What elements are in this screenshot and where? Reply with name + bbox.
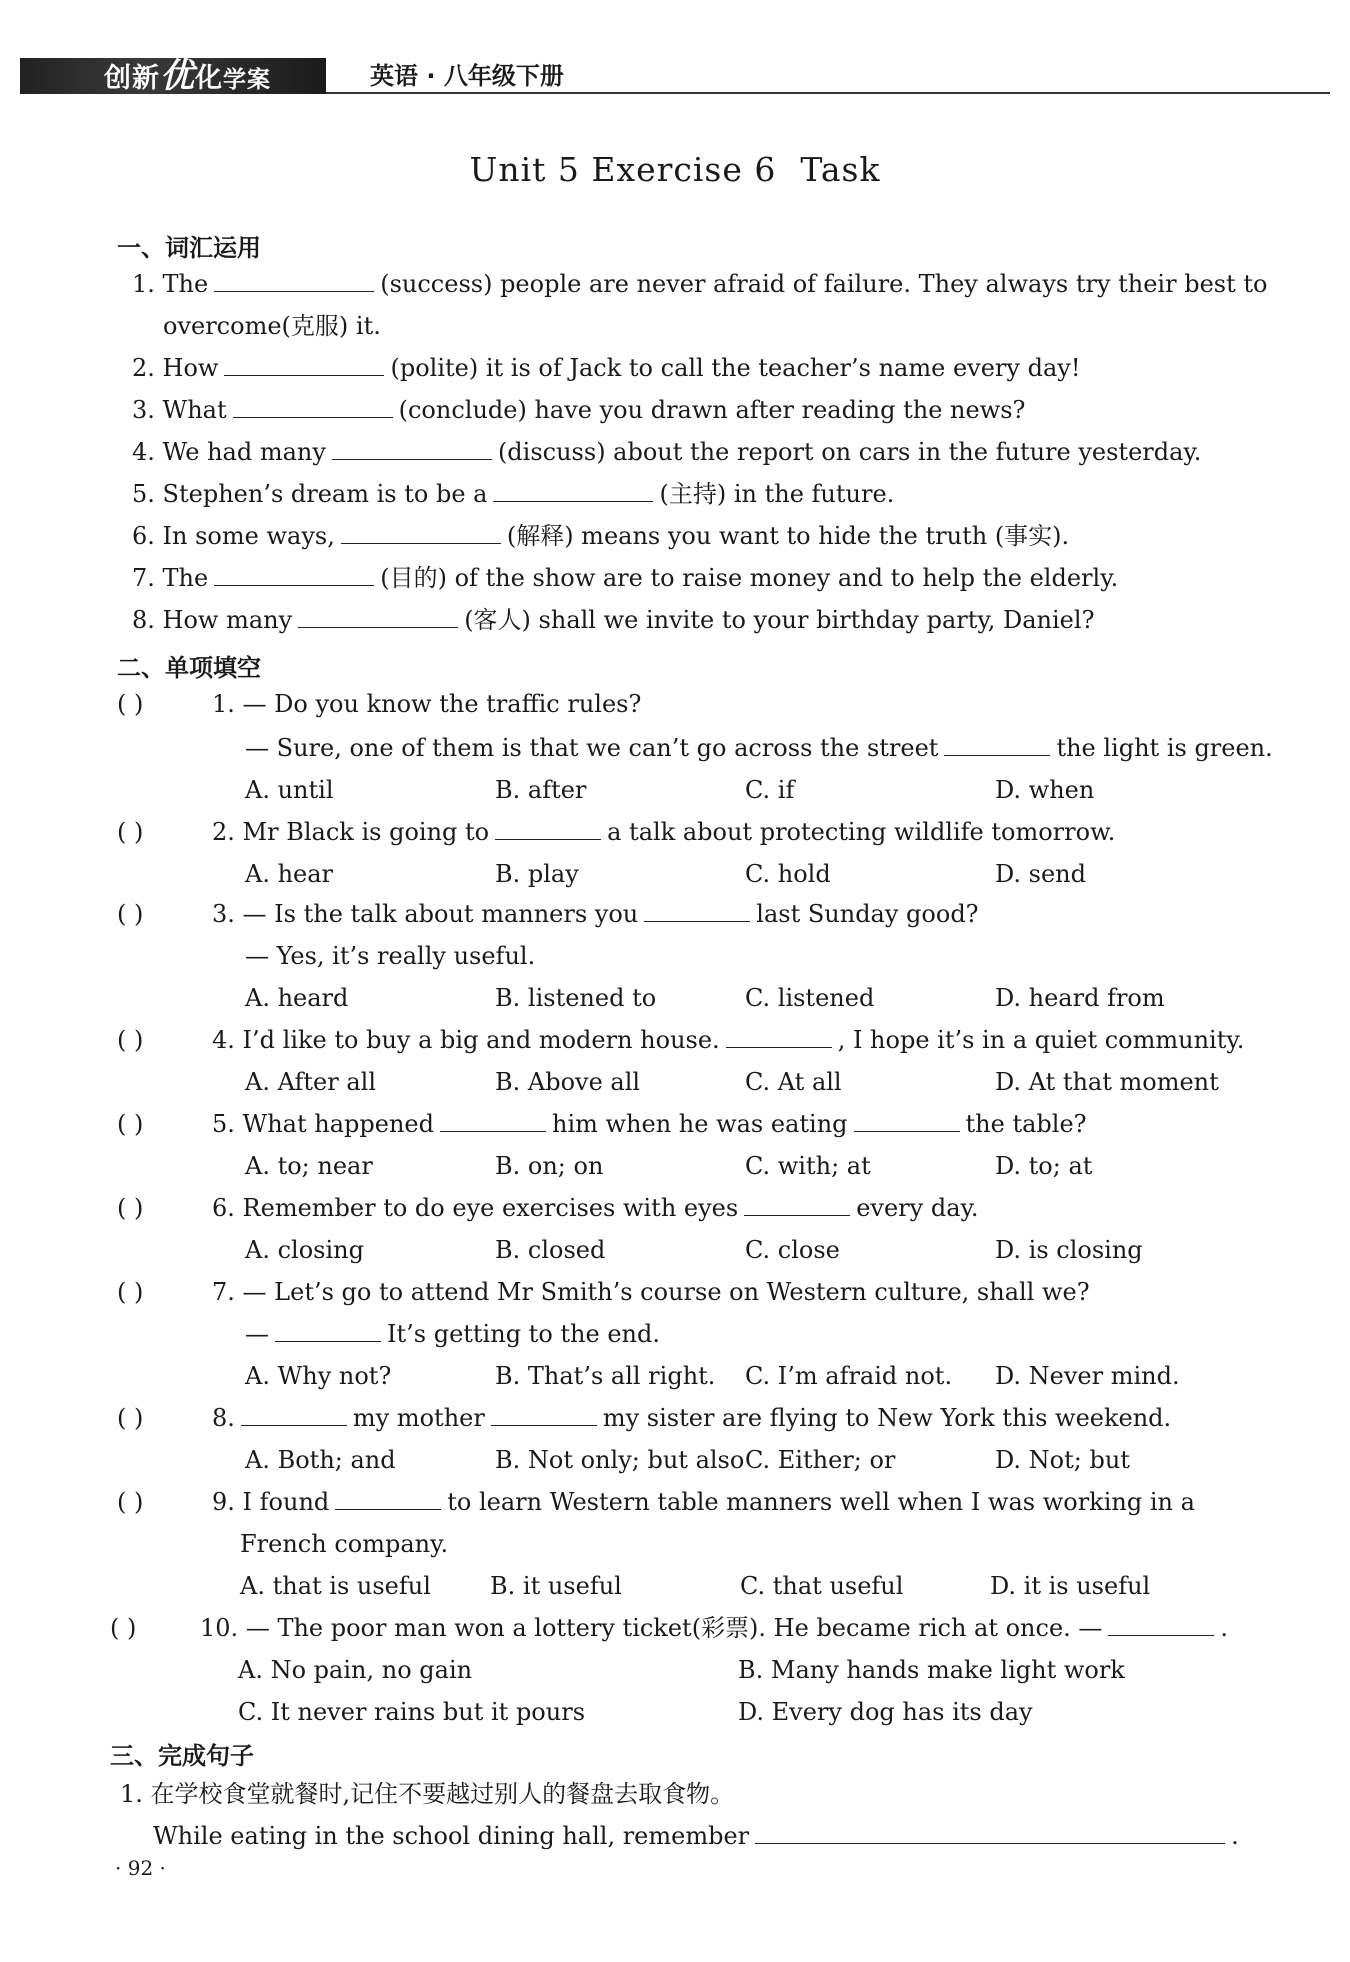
- answer-blank[interactable]: [755, 1821, 1225, 1844]
- answer-blank[interactable]: [726, 1025, 832, 1048]
- vocab-item-2: [132, 352, 1080, 384]
- section3-heading: 三、完成句子: [110, 1742, 254, 1770]
- q-text: I’d like to buy a big and modern house.: [242, 1026, 720, 1054]
- option-c: C. listened: [745, 984, 875, 1012]
- item-post: (discuss) about the report on cars in the future yesterday.: [497, 438, 1202, 466]
- q-text: It’s getting to the end.: [387, 1320, 660, 1348]
- answer-blank[interactable]: [493, 479, 653, 502]
- option-c: C. that useful: [740, 1572, 904, 1600]
- option-b: B. it useful: [490, 1572, 622, 1600]
- q-text: — The poor man won a lottery ticket(彩票). He became rich at once. —: [245, 1614, 1103, 1642]
- answer-paren[interactable]: ( ): [117, 1278, 144, 1306]
- option-d: D. Every dog has its day: [738, 1698, 1033, 1726]
- option-d: D. to; at: [995, 1152, 1093, 1180]
- answer-blank[interactable]: [298, 605, 458, 628]
- q-text: I found: [242, 1488, 330, 1516]
- brand-pre: 创新: [104, 63, 160, 94]
- q-text: Remember to do eye exercises with eyes: [242, 1194, 739, 1222]
- translate-item-1-cn: [120, 1778, 734, 1810]
- vocab-item-1-cont: overcome(克服) it.: [163, 312, 381, 340]
- vocab-item-5: [132, 478, 894, 510]
- answer-paren[interactable]: ( ): [117, 1110, 144, 1138]
- q-num: 6.: [212, 1194, 235, 1222]
- answer-paren[interactable]: ( ): [117, 1026, 144, 1054]
- answer-blank[interactable]: [335, 1487, 441, 1510]
- q-text: — Is the talk about manners you: [242, 900, 639, 928]
- item-post: (目的) of the show are to raise money and to help the elderly.: [380, 564, 1119, 592]
- answer-blank[interactable]: [440, 1109, 546, 1132]
- mc-question-1-line2: [245, 732, 1273, 764]
- option-a: A. that is useful: [240, 1572, 431, 1600]
- item-num: 3.: [132, 396, 155, 424]
- item-post: (主持) in the future.: [659, 480, 895, 508]
- vocab-item-8: [132, 604, 1094, 636]
- answer-blank[interactable]: [1108, 1613, 1214, 1636]
- answer-blank[interactable]: [341, 521, 501, 544]
- brand-big: 优: [160, 56, 195, 96]
- q-text: — Let’s go to attend Mr Smith’s course on Western culture, shall we?: [242, 1278, 1090, 1306]
- option-a: A. Why not?: [245, 1362, 392, 1390]
- option-a: A. hear: [245, 860, 334, 888]
- answer-blank[interactable]: [214, 269, 374, 292]
- option-c: C. hold: [745, 860, 831, 888]
- vocab-item-7: [132, 562, 1118, 594]
- option-a: A. closing: [245, 1236, 364, 1264]
- answer-paren[interactable]: ( ): [117, 818, 144, 846]
- q-num: 10.: [200, 1614, 239, 1642]
- q-text: — Sure, one of them is that we can’t go across the street: [245, 734, 939, 762]
- mc-question-7: [212, 1276, 1090, 1308]
- option-c: C. if: [745, 776, 795, 804]
- item-num: 4.: [132, 438, 155, 466]
- mc-question-6: [212, 1192, 979, 1224]
- option-b: B. Many hands make light work: [738, 1656, 1125, 1684]
- answer-paren[interactable]: ( ): [117, 690, 144, 718]
- option-d: D. Not; but: [995, 1446, 1130, 1474]
- q-num: 2.: [212, 818, 235, 846]
- section2-heading: 二、单项填空: [117, 654, 261, 682]
- brand-small: 学案: [223, 67, 271, 93]
- brand-logo: [20, 58, 326, 94]
- answer-blank[interactable]: [233, 395, 393, 418]
- option-a: A. After all: [245, 1068, 376, 1096]
- option-b: B. listened to: [495, 984, 657, 1012]
- translate-item-1-en: [153, 1820, 1239, 1852]
- q-num: 8.: [212, 1404, 235, 1432]
- option-c: C. It never rains but it pours: [238, 1698, 586, 1726]
- mc-question-9-line2: French company.: [240, 1530, 449, 1558]
- item-post: (解释) means you want to hide the truth (事实).: [506, 522, 1070, 550]
- item-post: (polite) it is of Jack to call the teacher’s name every day!: [390, 354, 1081, 382]
- item-num: 5.: [132, 480, 155, 508]
- mc-question-10: [200, 1612, 1228, 1644]
- option-a: A. Both; and: [245, 1446, 396, 1474]
- option-b: B. closed: [495, 1236, 606, 1264]
- q-text: 在学校食堂就餐时,记住不要越过别人的餐盘去取食物。: [150, 1780, 735, 1808]
- q-num: 4.: [212, 1026, 235, 1054]
- item-num: 8.: [132, 606, 155, 634]
- answer-blank[interactable]: [854, 1109, 960, 1132]
- option-b: B. Not only; but also: [495, 1446, 745, 1474]
- item-num: 6.: [132, 522, 155, 550]
- item-pre: Stephen’s dream is to be a: [162, 480, 488, 508]
- mc-question-2: [212, 816, 1115, 848]
- option-b: B. on; on: [495, 1152, 604, 1180]
- q-num: 1.: [212, 690, 235, 718]
- option-c: C. with; at: [745, 1152, 871, 1180]
- vocab-item-1: [132, 268, 1267, 300]
- q-text: every day.: [856, 1194, 979, 1222]
- item-num: 1.: [132, 270, 155, 298]
- q-text: the light is green.: [1056, 734, 1273, 762]
- q-text: What happened: [242, 1110, 434, 1138]
- answer-blank[interactable]: [944, 733, 1050, 756]
- mc-question-8: [212, 1402, 1171, 1434]
- q-num: 7.: [212, 1278, 235, 1306]
- q-text: him when he was eating: [551, 1110, 848, 1138]
- q-text: .: [1220, 1614, 1229, 1642]
- option-a: A. heard: [245, 984, 349, 1012]
- q-text: Mr Black is going to: [242, 818, 490, 846]
- answer-blank[interactable]: [224, 353, 384, 376]
- option-d: D. Never mind.: [995, 1362, 1180, 1390]
- option-b: B. after: [495, 776, 587, 804]
- item-post: (conclude) have you drawn after reading the news?: [398, 396, 1026, 424]
- option-a: A. until: [245, 776, 334, 804]
- vocab-item-4: [132, 436, 1201, 468]
- q-text: While eating in the school dining hall, remember: [153, 1822, 750, 1850]
- q-num: 5.: [212, 1110, 235, 1138]
- mc-question-9: [212, 1486, 1195, 1518]
- q-text: —: [245, 1320, 269, 1348]
- q-num: 1.: [120, 1780, 143, 1808]
- answer-blank[interactable]: [241, 1403, 347, 1426]
- page-title: [0, 150, 1350, 189]
- subject-label: 英语 · 八年级下册: [370, 62, 564, 90]
- answer-paren[interactable]: ( ): [117, 1488, 144, 1516]
- q-text: — Do you know the traffic rules?: [242, 690, 642, 718]
- item-pre: What: [162, 396, 227, 424]
- q-num: 3.: [212, 900, 235, 928]
- option-a: A. to; near: [245, 1152, 373, 1180]
- mc-question-3: [212, 898, 979, 930]
- answer-paren[interactable]: ( ): [117, 1194, 144, 1222]
- mc-question-3-line2: — Yes, it’s really useful.: [245, 942, 536, 970]
- q-text: .: [1231, 1822, 1239, 1850]
- q-text: a talk about protecting wildlife tomorrow.: [607, 818, 1116, 846]
- title-task: Task: [800, 150, 881, 189]
- q-text: last Sunday good?: [756, 900, 979, 928]
- option-d: D. when: [995, 776, 1095, 804]
- item-pre: How many: [162, 606, 293, 634]
- mc-question-7-line2: [245, 1318, 660, 1350]
- mc-question-4: [212, 1024, 1244, 1056]
- answer-blank[interactable]: [332, 437, 492, 460]
- option-a: A. No pain, no gain: [238, 1656, 473, 1684]
- answer-paren[interactable]: ( ): [110, 1614, 137, 1642]
- vocab-item-3: [132, 394, 1025, 426]
- option-b: B. play: [495, 860, 579, 888]
- answer-blank[interactable]: [491, 1403, 597, 1426]
- option-c: C. At all: [745, 1068, 842, 1096]
- answer-blank[interactable]: [495, 817, 601, 840]
- answer-blank[interactable]: [214, 563, 374, 586]
- option-d: D. send: [995, 860, 1086, 888]
- q-text: to learn Western table manners well when I was working in a: [447, 1488, 1195, 1516]
- answer-blank[interactable]: [744, 1193, 850, 1216]
- mc-question-5: [212, 1108, 1087, 1140]
- item-post: (客人) shall we invite to your birthday party, Daniel?: [464, 606, 1095, 634]
- section1-heading: 一、词汇运用: [117, 234, 261, 262]
- answer-blank[interactable]: [275, 1319, 381, 1342]
- answer-paren[interactable]: ( ): [117, 900, 144, 928]
- option-c: C. close: [745, 1236, 840, 1264]
- option-d: D. heard from: [995, 984, 1165, 1012]
- item-pre: How: [162, 354, 219, 382]
- item-pre: The: [162, 270, 209, 298]
- page-header: [20, 52, 1330, 96]
- answer-blank[interactable]: [644, 899, 750, 922]
- option-d: D. At that moment: [995, 1068, 1219, 1096]
- q-text: the table?: [965, 1110, 1087, 1138]
- page-number: · 92 ·: [115, 1856, 166, 1880]
- option-d: D. it is useful: [990, 1572, 1151, 1600]
- header-rule: [326, 92, 1330, 94]
- q-num: 9.: [212, 1488, 235, 1516]
- title-main: Unit 5 Exercise 6: [469, 150, 777, 189]
- option-d: D. is closing: [995, 1236, 1143, 1264]
- option-c: C. Either; or: [745, 1446, 896, 1474]
- brand-mid: 化: [195, 63, 223, 94]
- answer-paren[interactable]: ( ): [117, 1404, 144, 1432]
- item-pre: In some ways,: [162, 522, 335, 550]
- item-pre: We had many: [162, 438, 326, 466]
- vocab-item-6: [132, 520, 1069, 552]
- q-text: , I hope it’s in a quiet community.: [837, 1026, 1245, 1054]
- item-pre: The: [162, 564, 209, 592]
- option-b: B. Above all: [495, 1068, 641, 1096]
- q-text: my sister are flying to New York this weekend.: [602, 1404, 1172, 1432]
- q-text: my mother: [352, 1404, 485, 1432]
- option-c: C. I’m afraid not.: [745, 1362, 953, 1390]
- item-num: 2.: [132, 354, 155, 382]
- item-post: (success) people are never afraid of failure. They always try their best to: [380, 270, 1268, 298]
- item-num: 7.: [132, 564, 155, 592]
- option-b: B. That’s all right.: [495, 1362, 716, 1390]
- mc-question-1: [212, 688, 641, 720]
